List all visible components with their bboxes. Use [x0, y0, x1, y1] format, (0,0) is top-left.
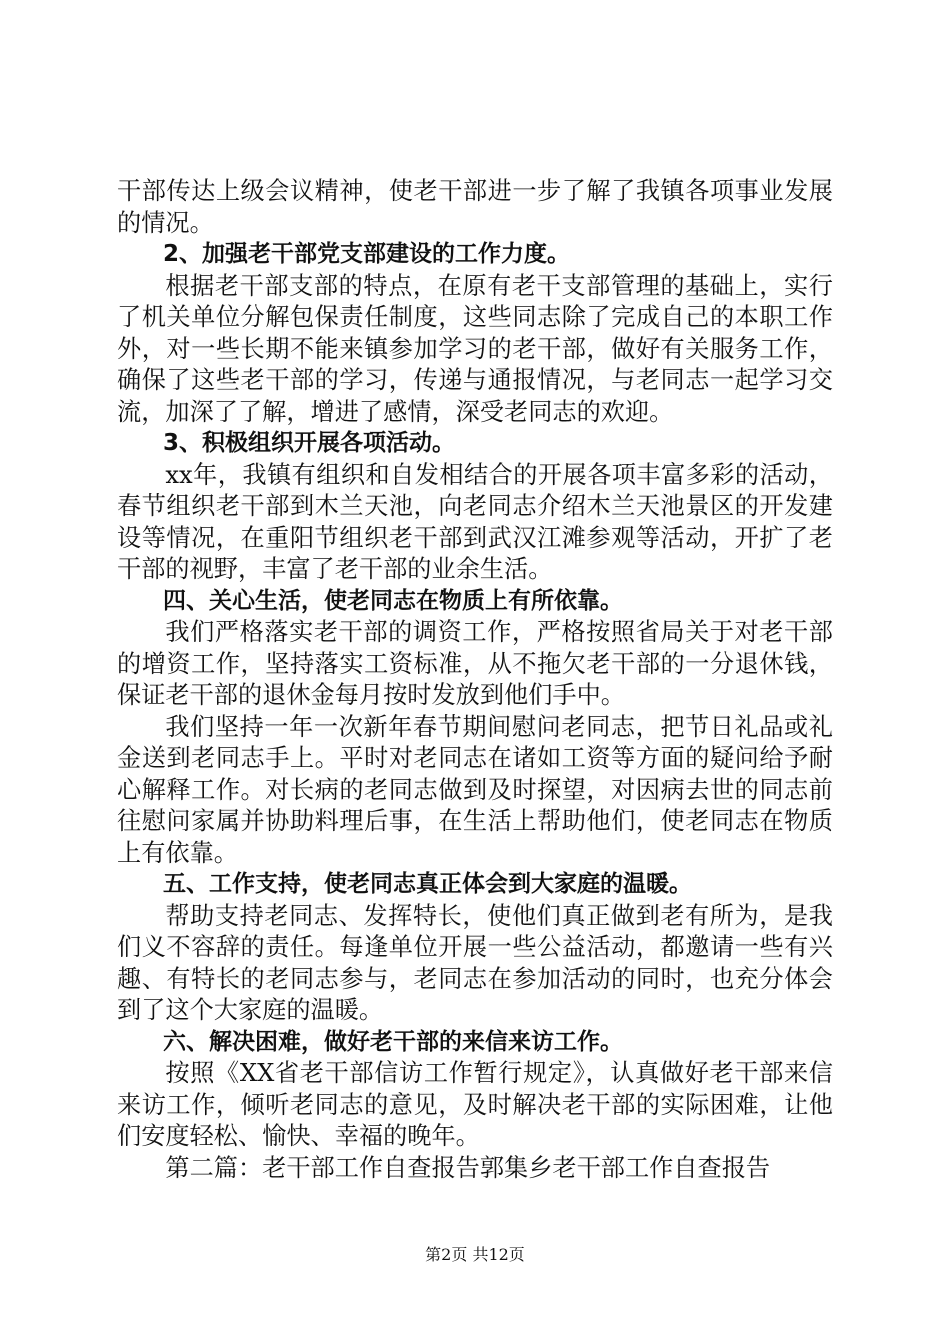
- paragraph-4: 我们严格落实老干部的调资工作，严格按照省局关于对老干部的增资工作，坚持落实工资标准，从不拖欠老干部的一分退休钱，保证老干部的退休金每月按时发放到他们手中。: [117, 618, 833, 709]
- paragraph-7: 按照《XX省老干部信访工作暂行规定》，认真做好老干部来信来访工作，倾听老同志的意见，及时解决老干部的实际困难，让他们安度轻松、愉快、幸福的晚年。: [117, 1059, 833, 1150]
- paragraph-8: 第二篇：老干部工作自查报告郭集乡老干部工作自查报告: [165, 1153, 771, 1182]
- paragraph-1: 干部传达上级会议精神，使老干部进一步了解了我镇各项事业发展的情况。: [117, 177, 833, 237]
- paragraph-2: 根据老干部支部的特点，在原有老干支部管理的基础上，实行了机关单位分解包保责任制度，这些同志除了完成自己的本职工作外，对一些长期不能来镇参加学习的老干部，做好有关服务工作，确保了这些老干部的学习，传递与通报情况，与老同志一起学习交流，加深了了解，增进了感情，深受老同志的欢迎。: [117, 271, 833, 426]
- section-heading-2: 2、加强老干部党支部建设的工作力度。: [163, 241, 571, 267]
- document-body: [117, 176, 833, 1184]
- paragraph-5: 我们坚持一年一次新年春节期间慰问老同志，把节日礼品或礼金送到老同志手上。平时对老同志在诸如工资等方面的疑问给予耐心解释工作。对长病的老同志做到及时探望，对因病去世的同志前往慰问家属并协助料理后事，在生活上帮助他们，使老同志在物质上有依靠。: [117, 712, 833, 867]
- section-heading-6: 六、解决困难，做好老干部的来信来访工作。: [163, 1028, 623, 1055]
- section-heading-5: 五、工作支持，使老同志真正体会到大家庭的温暖。: [163, 871, 692, 897]
- paragraph-3: xx年，我镇有组织和自发相结合的开展各项丰富多彩的活动，春节组织老干部到木兰天池，向老同志介绍木兰天池景区的开发建设等情况，在重阳节组织老干部到武汉江滩参观等活动，开扩了老干部的视野，丰富了老干部的业余生活。: [117, 460, 833, 583]
- page-number-footer: 第2页 共12页: [425, 1245, 525, 1264]
- paragraph-6: 帮助支持老同志、发挥特长，使他们真正做到老有所为，是我们义不容辞的责任。每逢单位开展一些公益活动，都邀请一些有兴趣、有特长的老同志参与，老同志在参加活动的同时，也充分体会到了这个大家庭的温暖。: [117, 901, 833, 1024]
- section-heading-3: 3、积极组织开展各项活动。: [163, 430, 456, 456]
- section-heading-4: 四、关心生活，使老同志在物质上有所依靠。: [163, 587, 623, 614]
